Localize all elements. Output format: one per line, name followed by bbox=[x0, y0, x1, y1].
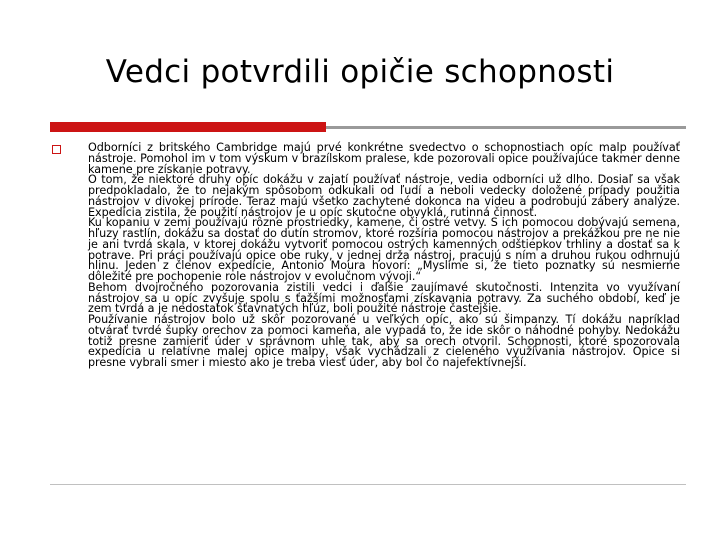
paragraph-1: Odborníci z britského Cambridge majú prvé konkrétne svedectvo o schopnostiach opíc malp používať nástroje. Pomohol im v tom výskum v brazílskom pralese, kde pozorovali opice používajúce takmer denne kamene pre získanie potravy. bbox=[88, 141, 680, 176]
bullet-body-text bbox=[88, 143, 680, 369]
hollow-square-bullet-icon bbox=[52, 145, 61, 154]
title-accent-bar bbox=[50, 122, 326, 132]
paragraph-4: Behom dvojročného pozorovania zistili vedci i ďalšie zaujímavé skutočnosti. Intenzita vo využívaní nástrojov sa u opíc zvyšuje spolu s ťažšími možnosťami získavania potravy. Za suchého období, keď je zem tvrdá a je nedostatok šťavnatých hľúz, boli použité nástroje častejšie. bbox=[88, 280, 680, 316]
paragraph-2: O tom, že niektoré druhy opíc dokážu v zajatí používať nástroje, vedia odborníci už dlho. Dosiaľ sa však predpokladalo, že to nejakým spôsobom odkukali od ľudí a neboli vedecky doložené prípady použitia nástrojov v divokej prírode. Teraz majú všetko zachytené dokonca na videu a podrobujú zábery analýze. Expedícia zistila, že použití nástrojov je u opíc skutočne obvyklá, rutinná činnosť. bbox=[88, 173, 680, 219]
paragraph-5: Používanie nástrojov bolo už skôr pozorované u veľkých opíc, ako sú šimpanzy. Tí dokážu napríklad otvárať tvrdé šupky orechov za pomoci kameňa, ale vypadá to, že ide skôr o náhodné pohyby. Nedokážu totiž presne zamieriť úder v správnom uhle tak, aby sa orech otvoril. Schopnosti, ktoré spozorovala expedícia u relatívne malej opice malpy, však vychádzali z cieleného využívania nástrojov. Opice si presne vybrali smer i miesto ako je treba viesť úder, aby bol čo najefektívnejší. bbox=[88, 313, 680, 369]
footer-rule bbox=[50, 484, 686, 485]
paragraph-3: Ku kopaniu v zemi používajú rôzne prostriedky, kamene, či ostré vetvy. S ich pomocou dobývajú semena, hľuzy rastlín, dokážu sa dostať do dutín stromov, ktoré rozšíria pomocou nástrojov a prekážkou pre ne nie je ani tvrdá skala, v ktorej dokážu vytvoriť pomocou ostrých kamenných odštiepkov trhliny a dostať sa k potrave. Pri práci používajú opice obe ruky, v jednej drža nástroj, pracujú s ním a druhou rukou odhrnujú hlinu. Jeden z členov expedície, Antonio Moura hovorí: „Myslíme si, že tieto poznatky sú nesmierne dôležité pre pochopenie role nástrojov v evolučnom vývoji.“ bbox=[88, 216, 680, 283]
title-rule bbox=[326, 126, 686, 129]
slide-title: Vedci potvrdili opičie schopnosti bbox=[105, 54, 615, 90]
